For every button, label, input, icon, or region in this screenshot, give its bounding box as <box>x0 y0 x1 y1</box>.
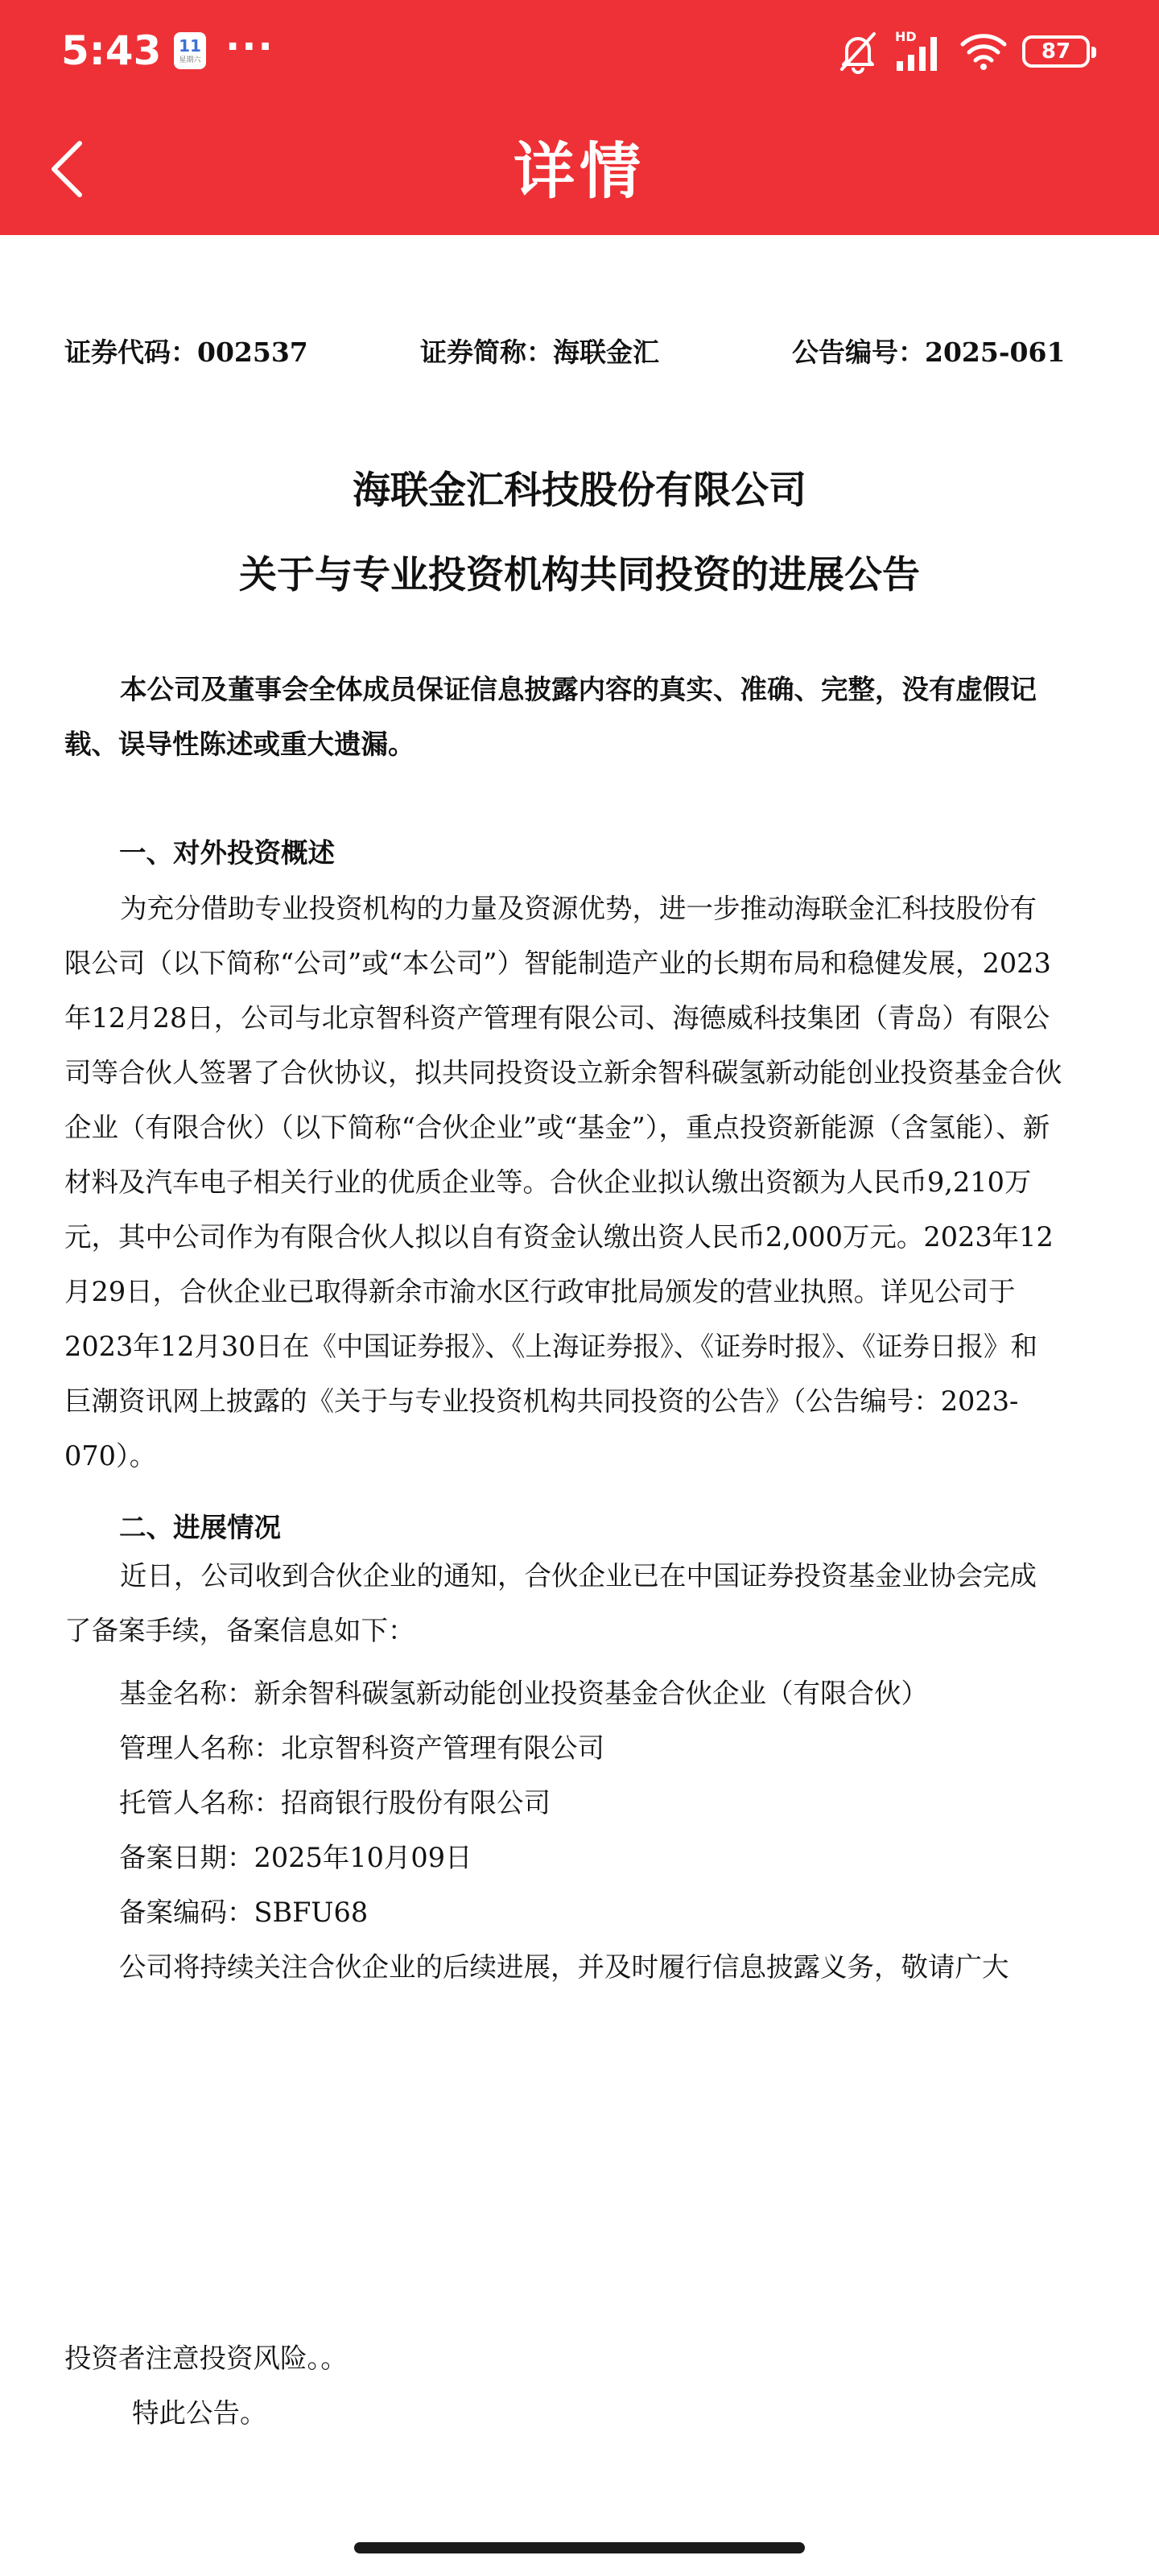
section-2-body: 近日，公司收到合伙企业的通知，合伙企业已在中国证券投资基金业协会完成了备案手续，备案信息如下： <box>64 1560 1037 1646</box>
status-icons <box>835 26 1090 77</box>
wifi-icon <box>959 31 1008 72</box>
status-bar <box>0 0 1159 105</box>
sign-off: 特此公告。 <box>132 2397 267 2429</box>
home-indicator[interactable] <box>354 2542 805 2553</box>
mute-bell-icon <box>835 29 881 74</box>
more-notifications-icon: ··· <box>225 24 274 69</box>
status-time: 5:43 <box>61 27 162 74</box>
section-1-title: 一、对外投资概述 <box>119 837 335 869</box>
network-type: HD <box>895 29 917 44</box>
page-title: 详情 <box>514 135 645 207</box>
calendar-day: 11 <box>179 36 201 56</box>
closing-line-1: 公司将持续关注合伙企业的后续进展，并及时履行信息披露义务，敬请广大 <box>119 1951 1009 1983</box>
notice-number-label: 公告编号： <box>792 336 925 368</box>
app-header <box>0 0 1159 235</box>
closing-line-2: 投资者注意投资风险。。 <box>64 2343 348 2374</box>
security-abbr <box>420 332 659 369</box>
security-abbr-value: 海联金汇 <box>553 336 659 368</box>
security-code-label: 证券代码： <box>64 336 197 368</box>
security-abbr-label: 证券简称： <box>420 336 553 368</box>
calendar-weekday: 星期六 <box>179 56 201 64</box>
custodian-name: 托管人名称：招商银行股份有限公司 <box>119 1787 551 1818</box>
record-code: 备案编码：SBFU68 <box>119 1897 369 1928</box>
battery-level: 87 <box>1041 39 1071 64</box>
notice-number <box>792 332 1065 369</box>
security-code-value: 002537 <box>197 336 308 368</box>
calendar-icon <box>174 32 206 69</box>
section-1-body: 为充分借助专业投资机构的力量及资源优势，进一步推动海联金汇科技股份有限公司（以下简称“公司”或“本公司”）智能制造产业的长期布局和稳健发展，2023年12月28日，公司与北京智科资产管理有限公司、海德威科技集团（青岛）有限公司等合伙人签署了合伙协议，拟共同投资设立新余智科碳氢新动能创业投资基金合伙企业（有限合伙）（以下简称“合伙企业”或“基金”），重点投资新能源（含氢能）、新材料及汽车电子相关行业的优质企业等。合伙企业拟认缴出资额为人民币9,210万元，其中公司作为有限合伙人拟以自有资金认缴出资人民币2,000万元。2023年12月29日，合伙企业已取得新余市渝水区行政审批局颁发的营业执照。详见公司于2023年12月30日在《中国证券报》、《上海证券报》、《证券时报》、《证券日报》和巨潮资讯网上披露的《关于与专业投资机构共同投资的公告》（公告编号：2023-070）。 <box>64 893 1062 1472</box>
manager-name: 管理人名称：北京智科资产管理有限公司 <box>119 1732 604 1764</box>
nav-bar <box>0 105 1159 235</box>
subject-heading: 关于与专业投资机构共同投资的进展公告 <box>239 553 920 597</box>
company-heading: 海联金汇科技股份有限公司 <box>353 469 806 513</box>
notice-number-value: 2025-061 <box>925 336 1066 368</box>
record-date: 备案日期：2025年10月09日 <box>119 1842 472 1873</box>
fund-name: 基金名称：新余智科碳氢新动能创业投资基金合伙企业（有限合伙） <box>119 1678 928 1709</box>
security-code <box>64 332 308 369</box>
disclosure-statement: 本公司及董事会全体成员保证信息披露内容的真实、准确、完整，没有虚假记载、误导性陈述或重大遗漏。 <box>64 674 1037 760</box>
section-2-title: 二、进展情况 <box>119 1512 281 1543</box>
signal-icon <box>895 29 945 74</box>
battery-icon <box>1022 35 1090 68</box>
